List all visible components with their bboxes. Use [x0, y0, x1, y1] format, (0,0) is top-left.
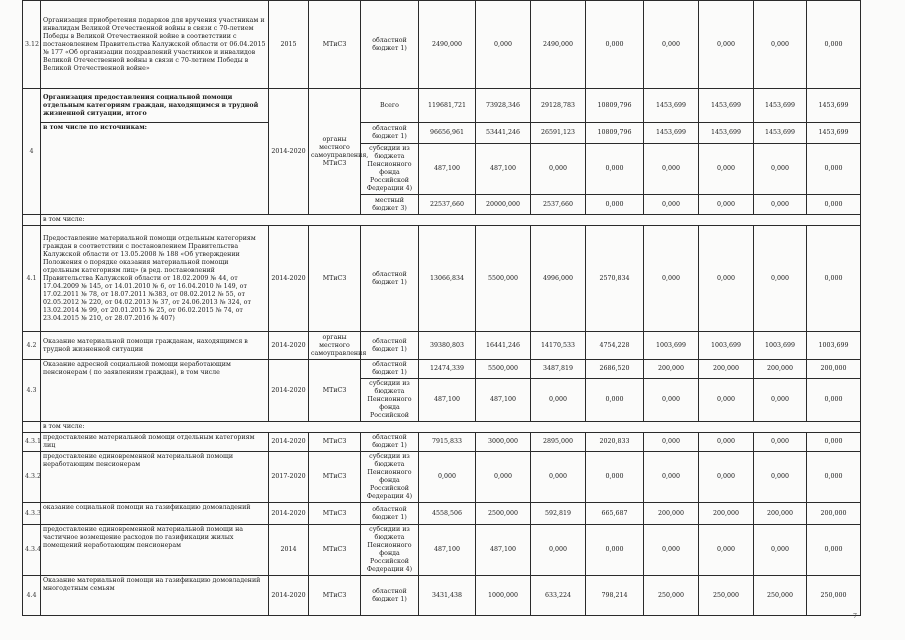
- table-row: [23, 226, 861, 332]
- row-description: Организация приобретения подарков для вручения участникам и инвалидам Великой Отечественной войны в связи с 70-летием Победы в Великой Отечественной войне в соответствии с постановлением Правительства Калужской области от 06.04.2015 № 177 «Об организации поздравлений участников и инвалидов Великой Отечественной войны в связи с 70-летием Победы в Великой Отечественной войне»: [41, 1, 269, 89]
- row-executor: МТиСЗ: [309, 452, 361, 503]
- row-description: предоставление материальной помощи отдельным категориям лиц: [41, 433, 269, 452]
- row-description: в том числе по источникам:: [41, 123, 269, 215]
- row-years: 2014-2020: [269, 226, 309, 332]
- row-value: 10809,796: [586, 123, 644, 144]
- row-description: предоставление единовременной материальной помощи неработающим пенсионерам: [41, 452, 269, 503]
- row-value: 22537,660: [419, 195, 476, 215]
- row-value: 200,000: [699, 360, 754, 379]
- row-value: 13066,834: [419, 226, 476, 332]
- row-number: 4.3: [23, 360, 41, 422]
- row-value: 0,000: [699, 379, 754, 422]
- row-value: 2490,000: [531, 1, 586, 89]
- row-description: в том числе:: [41, 422, 861, 433]
- row-value: 0,000: [419, 452, 476, 503]
- row-value: 487,100: [476, 525, 531, 576]
- row-source: субсидии из бюджета Пенсионного фонда Российской Федерации 4): [361, 452, 419, 503]
- row-value: 14170,533: [531, 332, 586, 360]
- row-value: 0,000: [699, 452, 754, 503]
- row-value: 487,100: [476, 144, 531, 195]
- row-value: 0,000: [699, 144, 754, 195]
- row-value: 1453,699: [699, 123, 754, 144]
- row-value: 250,000: [699, 576, 754, 616]
- row-value: 5500,000: [476, 226, 531, 332]
- row-value: 4996,000: [531, 226, 586, 332]
- row-years: 2017-2020: [269, 452, 309, 503]
- row-source: Всего: [361, 89, 419, 123]
- row-value: 0,000: [644, 226, 699, 332]
- row-value: 0,000: [586, 195, 644, 215]
- row-value: 2020,833: [586, 433, 644, 452]
- row-value: 1453,699: [699, 89, 754, 123]
- row-source: местный бюджет 3): [361, 195, 419, 215]
- row-years: 2014-2020: [269, 433, 309, 452]
- row-value: 200,000: [754, 503, 807, 525]
- row-value: 1000,000: [476, 576, 531, 616]
- row-value: 200,000: [807, 360, 861, 379]
- row-number: 4.1: [23, 226, 41, 332]
- row-source: областной бюджет 1): [361, 332, 419, 360]
- row-value: 4558,506: [419, 503, 476, 525]
- row-number: 4.2: [23, 332, 41, 360]
- row-value: 10809,796: [586, 89, 644, 123]
- row-number: 4.3.3: [23, 503, 41, 525]
- row-years: 2015: [269, 1, 309, 89]
- row-value: 1453,699: [754, 123, 807, 144]
- row-number: 4.3.2: [23, 452, 41, 503]
- row-source: областной бюджет 1): [361, 360, 419, 379]
- row-number: 4.4: [23, 576, 41, 616]
- row-description: Оказание материальной помощи гражданам, находящимся в трудной жизненной ситуации: [41, 332, 269, 360]
- table-row: [23, 525, 861, 576]
- row-value: 0,000: [699, 433, 754, 452]
- row-years: 2014: [269, 525, 309, 576]
- row-source: областной бюджет 1): [361, 1, 419, 89]
- row-value: 53441,246: [476, 123, 531, 144]
- row-years: 2014-2020: [269, 332, 309, 360]
- row-value: 0,000: [807, 379, 861, 422]
- row-value: 487,100: [419, 379, 476, 422]
- row-value: 0,000: [754, 195, 807, 215]
- row-description: оказание социальной помощи на газификацию домовладений: [41, 503, 269, 525]
- row-value: 0,000: [586, 452, 644, 503]
- row-value: 200,000: [644, 360, 699, 379]
- row-value: 0,000: [754, 452, 807, 503]
- table-row: [23, 332, 861, 360]
- row-value: 12474,339: [419, 360, 476, 379]
- row-years: 2014-2020: [269, 576, 309, 616]
- row-value: 26591,123: [531, 123, 586, 144]
- row-value: 0,000: [531, 379, 586, 422]
- row-value: 0,000: [644, 195, 699, 215]
- table-row: [23, 360, 861, 379]
- row-value: 29128,783: [531, 89, 586, 123]
- table-row: [23, 89, 861, 123]
- row-value: 0,000: [807, 452, 861, 503]
- row-value: 250,000: [644, 576, 699, 616]
- row-description: Оказание адресной социальной помощи неработающим пенсионерам ( по заявлениям граждан), в том числе: [41, 360, 269, 422]
- row-value: 0,000: [754, 1, 807, 89]
- row-value: 0,000: [699, 525, 754, 576]
- row-value: 0,000: [699, 1, 754, 89]
- row-value: 0,000: [644, 452, 699, 503]
- row-value: 0,000: [699, 226, 754, 332]
- row-value: 0,000: [586, 525, 644, 576]
- row-value: 3487,819: [531, 360, 586, 379]
- row-value: 0,000: [531, 525, 586, 576]
- row-source: областной бюджет 1): [361, 433, 419, 452]
- row-value: 20000,000: [476, 195, 531, 215]
- row-value: 0,000: [699, 195, 754, 215]
- row-description: Оказание материальной помощи на газификацию домовладений многодетным семьям: [41, 576, 269, 616]
- row-number: 4.3.1: [23, 433, 41, 452]
- row-value: 250,000: [807, 576, 861, 616]
- row-executor: МТиСЗ: [309, 1, 361, 89]
- row-value: 1453,699: [807, 89, 861, 123]
- row-value: 16441,246: [476, 332, 531, 360]
- row-executor: МТиСЗ: [309, 433, 361, 452]
- row-executor: МТиСЗ: [309, 503, 361, 525]
- table-row: [23, 123, 861, 144]
- row-value: 1003,699: [644, 332, 699, 360]
- row-source: областной бюджет 1): [361, 123, 419, 144]
- table-row: [23, 452, 861, 503]
- row-source: областной бюджет 1): [361, 576, 419, 616]
- table-row: [23, 422, 861, 433]
- row-value: 3000,000: [476, 433, 531, 452]
- row-value: 119681,721: [419, 89, 476, 123]
- row-value: 0,000: [807, 1, 861, 89]
- row-years: 2014-2020: [269, 89, 309, 215]
- table-row: [23, 503, 861, 525]
- row-value: 0,000: [807, 195, 861, 215]
- row-value: 200,000: [807, 503, 861, 525]
- row-value: 0,000: [807, 433, 861, 452]
- row-value: 0,000: [531, 452, 586, 503]
- row-value: 0,000: [531, 144, 586, 195]
- row-value: 0,000: [586, 144, 644, 195]
- row-value: 487,100: [419, 144, 476, 195]
- row-value: 0,000: [807, 144, 861, 195]
- row-value: 7915,833: [419, 433, 476, 452]
- row-value: 2570,834: [586, 226, 644, 332]
- table-row: [23, 576, 861, 616]
- row-value: 1003,699: [699, 332, 754, 360]
- row-value: 1003,699: [754, 332, 807, 360]
- row-value: 0,000: [754, 433, 807, 452]
- row-source: субсидии из бюджета Пенсионного фонда Российской Федерации 4): [361, 525, 419, 576]
- row-value: 4754,228: [586, 332, 644, 360]
- row-value: 2537,660: [531, 195, 586, 215]
- row-value: 1453,699: [754, 89, 807, 123]
- row-description: в том числе:: [41, 215, 861, 226]
- row-value: 665,687: [586, 503, 644, 525]
- table-row: [23, 215, 861, 226]
- row-value: 200,000: [644, 503, 699, 525]
- row-executor: МТиСЗ: [309, 226, 361, 332]
- row-years: 2014-2020: [269, 360, 309, 422]
- row-source: субсидии из бюджета Пенсионного фонда Российской Федерации 4): [361, 144, 419, 195]
- row-value: 2686,520: [586, 360, 644, 379]
- row-value: 96656,961: [419, 123, 476, 144]
- row-value: 1453,699: [644, 123, 699, 144]
- row-value: 2490,000: [419, 1, 476, 89]
- row-executor: органы местного самоуправления, МТиСЗ: [309, 89, 361, 215]
- row-value: 39380,803: [419, 332, 476, 360]
- row-value: 0,000: [754, 525, 807, 576]
- row-value: 1003,699: [807, 332, 861, 360]
- row-executor: МТиСЗ: [309, 525, 361, 576]
- row-source: субсидии из бюджета Пенсионного фонда Российской: [361, 379, 419, 422]
- row-value: 200,000: [754, 360, 807, 379]
- row-value: 2500,000: [476, 503, 531, 525]
- row-value: 0,000: [644, 1, 699, 89]
- row-value: 0,000: [807, 525, 861, 576]
- row-value: 0,000: [754, 226, 807, 332]
- table-row: [23, 433, 861, 452]
- row-value: 0,000: [644, 525, 699, 576]
- row-value: 487,100: [419, 525, 476, 576]
- row-value: 73928,346: [476, 89, 531, 123]
- row-value: 0,000: [644, 379, 699, 422]
- program-table: [22, 0, 861, 616]
- row-number: 4: [23, 89, 41, 215]
- row-value: 1453,699: [644, 89, 699, 123]
- row-number: 3.12: [23, 1, 41, 89]
- row-number: 4.3.4: [23, 525, 41, 576]
- row-value: 1453,699: [807, 123, 861, 144]
- row-value: 0,000: [754, 144, 807, 195]
- row-value: 592,819: [531, 503, 586, 525]
- row-value: 633,224: [531, 576, 586, 616]
- row-source: областной бюджет 1): [361, 226, 419, 332]
- row-value: 200,000: [699, 503, 754, 525]
- row-value: 0,000: [586, 1, 644, 89]
- row-value: 798,214: [586, 576, 644, 616]
- page-number: 7: [853, 613, 857, 620]
- row-value: 0,000: [476, 1, 531, 89]
- row-executor: МТиСЗ: [309, 576, 361, 616]
- row-value: 0,000: [644, 144, 699, 195]
- row-executor: органы местного самоуправления: [309, 332, 361, 360]
- row-description: Организация предоставления социальной помощи отдельным категориям граждан, находящимся в трудной жизненной ситуации, итого: [41, 89, 269, 123]
- row-value: 0,000: [807, 226, 861, 332]
- row-value: 487,100: [476, 379, 531, 422]
- row-value: 0,000: [754, 379, 807, 422]
- row-value: 3431,438: [419, 576, 476, 616]
- row-value: 5500,000: [476, 360, 531, 379]
- row-description: предоставление единовременной материальной помощи на частичное возмещение расходов по газификации жилых помещений неработающим пенсионерам: [41, 525, 269, 576]
- row-value: 0,000: [476, 452, 531, 503]
- row-value: 0,000: [586, 379, 644, 422]
- row-value: 250,000: [754, 576, 807, 616]
- table-row: [23, 1, 861, 89]
- row-executor: МТиСЗ: [309, 360, 361, 422]
- row-value: 2895,000: [531, 433, 586, 452]
- row-years: 2014-2020: [269, 503, 309, 525]
- row-description: Предоставление материальной помощи отдельным категориям граждан в соответствии с постановлением Правительства Калужской области от 13.05.2008 № 188 «Об утверждении Положения о порядке оказания материальной помощи отдельным категориям лиц» (в ред. постановлений Правительства Калужской области от 18.02.2009 № 44, от 17.04.2009 № 145, от 14.01.2010 № 6, от 16.04.2010 № 149, от 17.02.2011 № 78, от 18.07.2011 №383, от 08.02.2012 № 55, от 02.05.2012 № 220, от 04.02.2013 № 37, от 24.06.2013 № 324, от 13.02.2014 № 99, от 20.01.2015 № 25, от 06.02.2015 № 74, от 23.04.2015 № 210, от 28.07.2016 № 407): [41, 226, 269, 332]
- row-source: областной бюджет 1): [361, 503, 419, 525]
- row-value: 0,000: [644, 433, 699, 452]
